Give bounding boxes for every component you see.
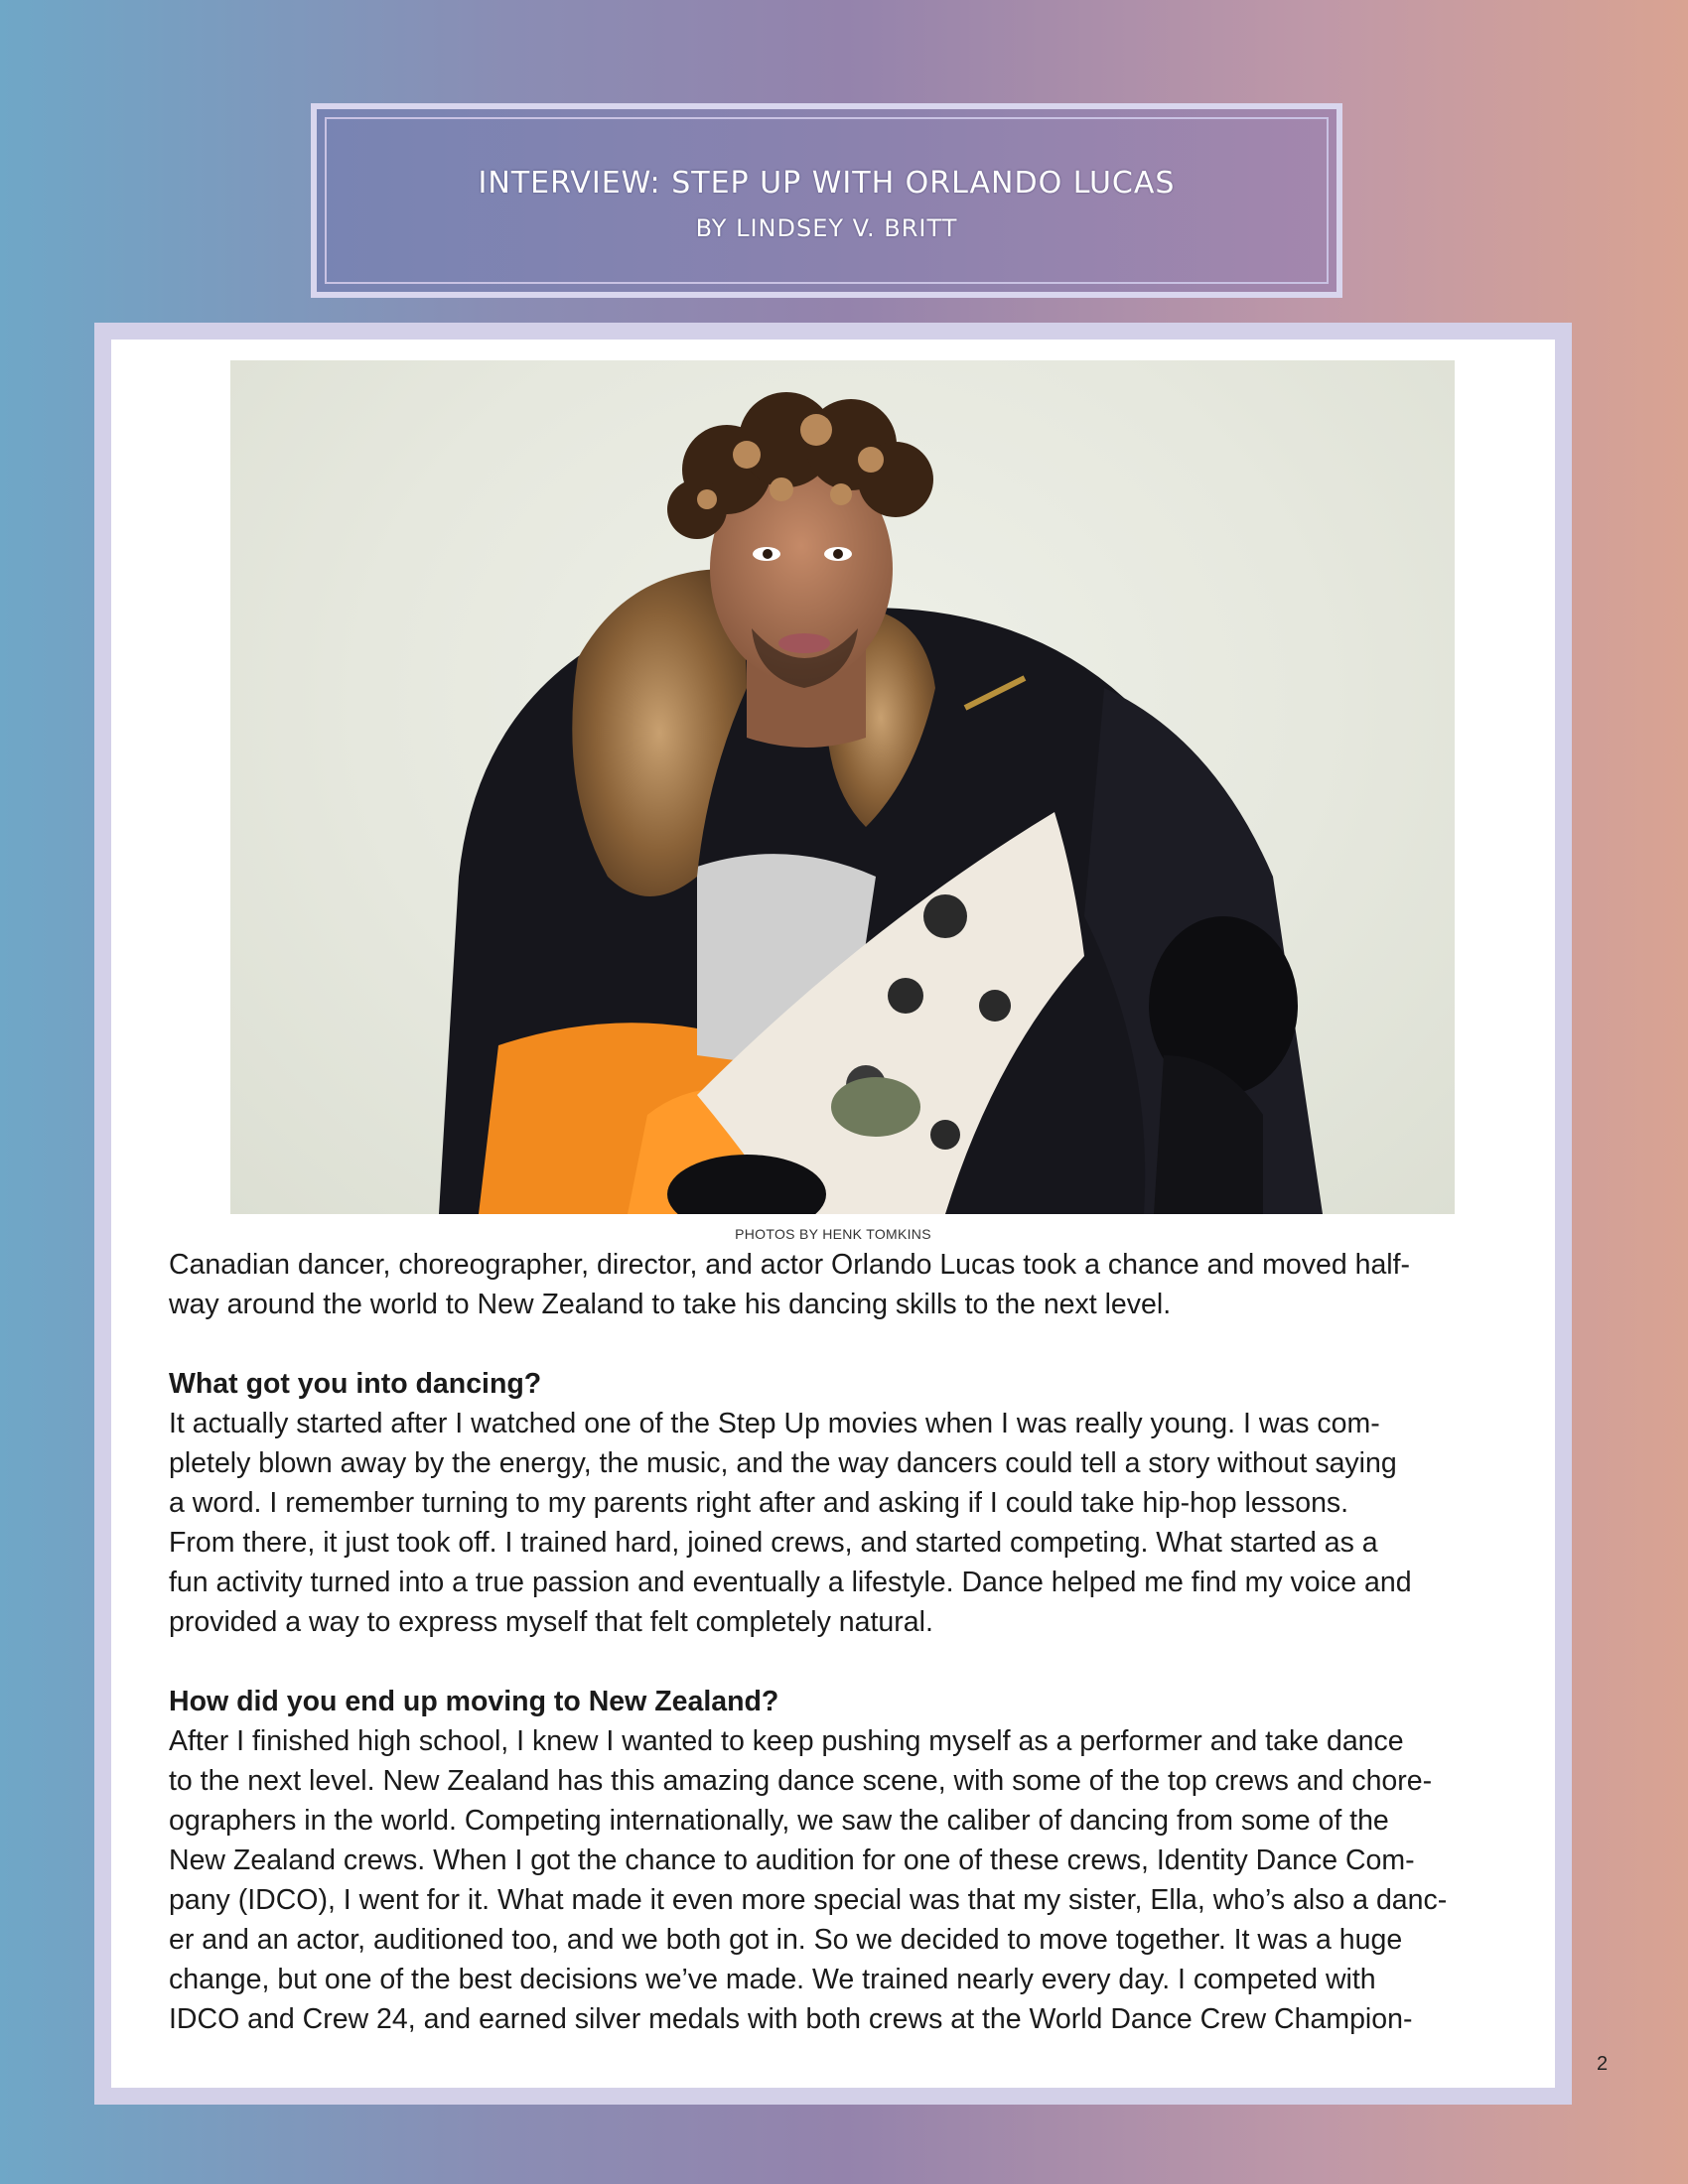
title-box <box>311 103 1342 298</box>
answer-line: IDCO and Crew 24, and earned silver medals with both crews at the World Dance Crew Champion- <box>169 2003 1413 2035</box>
answer-line: a word. I remember turning to my parents right after and asking if I could take hip-hop lessons. <box>169 1487 1349 1519</box>
answer-line: From there, it just took off. I trained hard, joined crews, and started competing. What started as a <box>169 1527 1378 1559</box>
answer-line: to the next level. New Zealand has this amazing dance scene, with some of the top crews and chore- <box>169 1765 1433 1797</box>
content-frame <box>94 323 1572 2105</box>
photo-caption: PHOTOS BY HENK TOMKINS <box>735 1226 931 1242</box>
question-heading: How did you end up moving to New Zealand? <box>169 1686 779 1717</box>
title-inner-border <box>325 117 1329 284</box>
intro-line: Canadian dancer, choreographer, director, and actor Orlando Lucas took a chance and moved half- <box>169 1249 1411 1281</box>
intro-line: way around the world to New Zealand to take his dancing skills to the next level. <box>169 1289 1172 1320</box>
answer-line: It actually started after I watched one of the Step Up movies when I was really young. I was com- <box>169 1408 1380 1439</box>
answer-line: provided a way to express myself that felt completely natural. <box>169 1606 933 1638</box>
answer-line: pletely blown away by the energy, the music, and the way dancers could tell a story without saying <box>169 1447 1397 1479</box>
article-body <box>169 1245 1539 2039</box>
article-byline: BY LINDSEY V. BRITT <box>695 213 958 242</box>
question-heading: What got you into dancing? <box>169 1368 542 1400</box>
answer-line: er and an actor, auditioned too, and we both got in. So we decided to move together. It was a huge <box>169 1924 1403 1956</box>
page-number: 2 <box>1597 2053 1609 2075</box>
portrait-photo <box>230 360 1455 1214</box>
answer-line: change, but one of the best decisions we’ve made. We trained nearly every day. I competed with <box>169 1964 1376 1995</box>
answer-line: New Zealand crews. When I got the chance to audition for one of these crews, Identity Dance Com- <box>169 1844 1415 1876</box>
answer-line: pany (IDCO), I went for it. What made it even more special was that my sister, Ella, who’s also a danc- <box>169 1884 1448 1916</box>
answer-line: After I finished high school, I knew I wanted to keep pushing myself as a performer and take dance <box>169 1725 1404 1757</box>
article-headline: INTERVIEW: STEP UP WITH ORLANDO LUCAS <box>478 165 1176 201</box>
portrait-illustration <box>230 360 1455 1214</box>
content-panel <box>111 340 1555 2088</box>
answer-line: ographers in the world. Competing internationally, we saw the caliber of dancing from some of the <box>169 1805 1389 1837</box>
answer-line: fun activity turned into a true passion and eventually a lifestyle. Dance helped me find my voice and <box>169 1567 1412 1598</box>
